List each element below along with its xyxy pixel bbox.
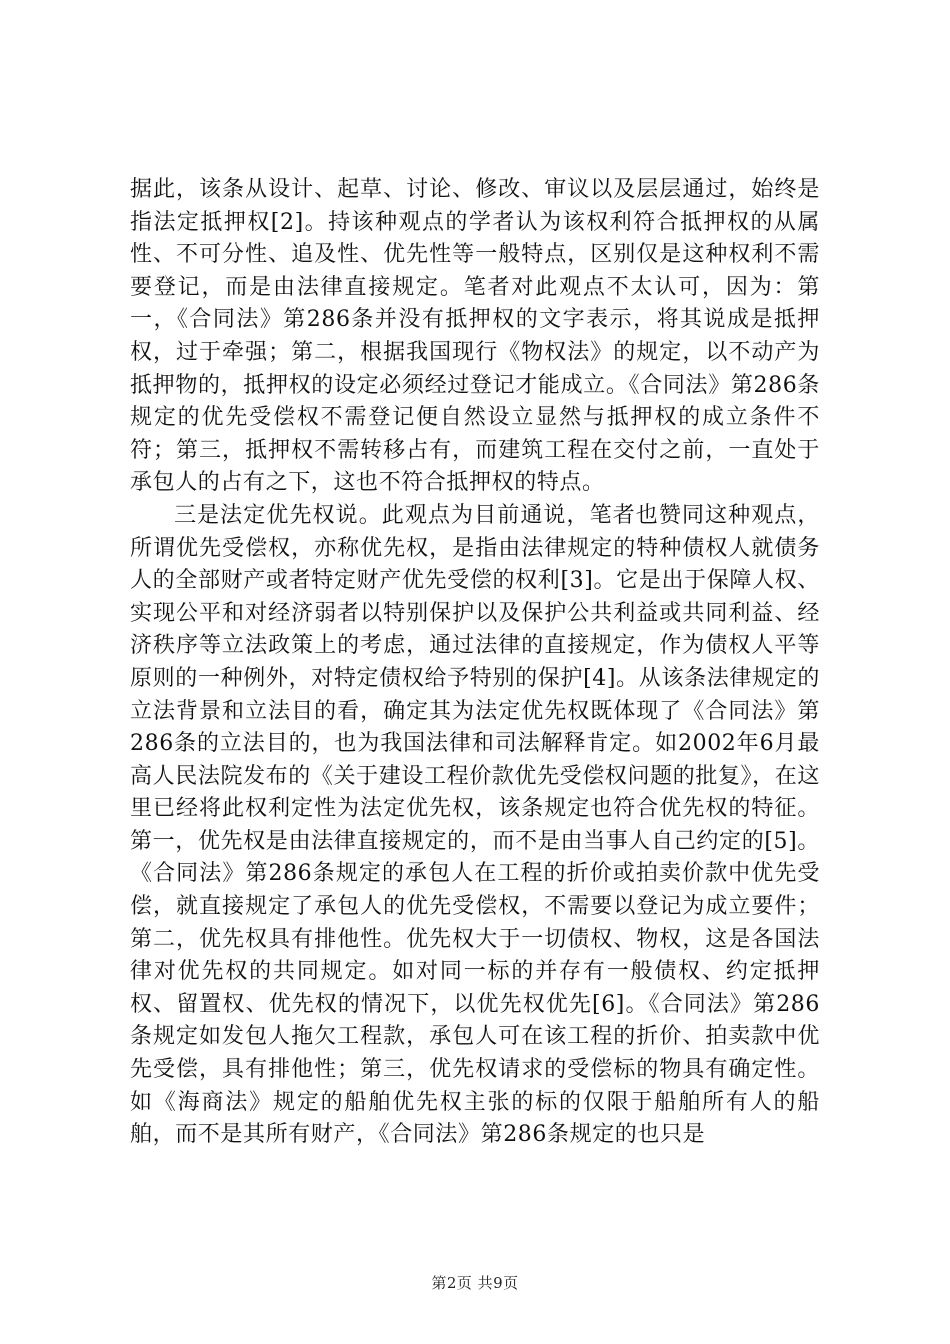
document-body <box>130 174 820 1152</box>
paragraph-continued: 据此，该条从设计、起草、讨论、修改、审议以及层层通过，始终是指法定抵押权[2]。持该种观点的学者认为该权利符合抵押权的从属性、不可分性、追及性、优先性等一般特点，区别仅是这种权利不需要登记，而是由法律直接规定。笔者对此观点不太认可，因为：第一，《合同法》第286条并没有抵押权的文字表示，将其说成是抵押权，过于牵强；第二，根据我国现行《物权法》的规定，以不动产为抵押物的，抵押权的设定必须经过登记才能成立。《合同法》第286条规定的优先受偿权不需登记便自然设立显然与抵押权的成立条件不符；第三，抵押权不需转移占有，而建筑工程在交付之前，一直处于承包人的占有之下，这也不符合抵押权的特点。 <box>130 177 820 496</box>
paragraph-statutory-priority: 三是法定优先权说。此观点为目前通说，笔者也赞同这种观点，所谓优先受偿权，亦称优先权，是指由法律规定的特种债权人就债务人的全部财产或者特定财产优先受偿的权利[3]。它是出于保障人权、实现公平和对经济弱者以特别保护以及保护公共利益或共同利益、经济秩序等立法政策上的考虑，通过法律的直接规定，作为债权人平等原则的一种例外，对特定债权给予特别的保护[4]。从该条法律规定的立法背景和立法目的看，确定其为法定优先权既体现了《合同法》第286条的立法目的，也为我国法律和司法解释肯定。如2002年6月最高人民法院发布的《关于建设工程价款优先受偿权问题的批复》，在这里已经将此权利定性为法定优先权，该条规定也符合优先权的特征。第一，优先权是由法律直接规定的，而不是由当事人自己约定的[5]。《合同法》第286条规定的承包人在工程的折价或拍卖价款中优先受偿，就直接规定了承包人的优先受偿权，不需要以登记为成立要件；第二，优先权具有排他性。优先权大于一切债权、物权，这是各国法律对优先权的共同规定。如对同一标的并存有一般债权、约定抵押权、留置权、优先权的情况下，以优先权优先[6]。《合同法》第286条规定如发包人拖欠工程款，承包人可在该工程的折价、拍卖款中优先受偿，具有排他性；第三，优先权请求的受偿标的物具有确定性。如《海商法》规定的船舶优先权主张的标的仅限于船舶所有人的船舶，而不是其所有财产，《合同法》第286条规定的也只是 <box>130 502 820 1148</box>
page-number-footer: 第2页 共9页 <box>431 1274 519 1292</box>
